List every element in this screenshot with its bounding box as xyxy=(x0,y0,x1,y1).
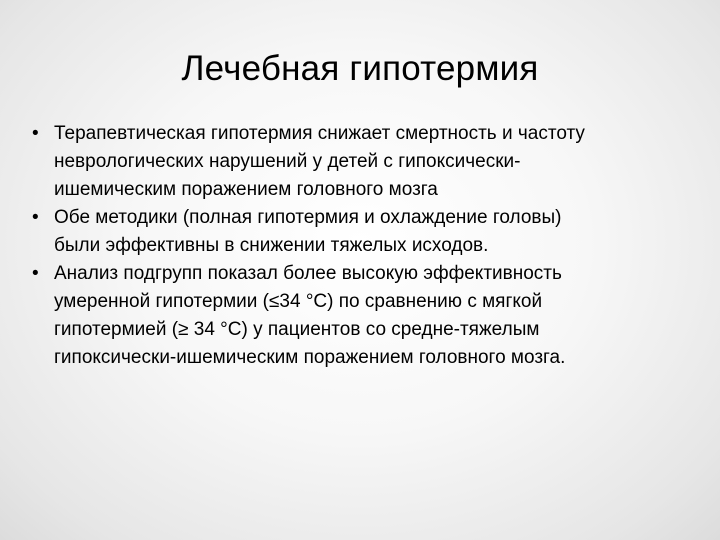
bullet-text xyxy=(54,204,682,260)
bullet-item xyxy=(32,204,682,260)
bullet-icon: • xyxy=(32,123,39,144)
bullet-item xyxy=(32,260,682,372)
bullet-icon: • xyxy=(32,263,39,284)
slide-title: Лечебная гипотермия xyxy=(181,49,539,88)
bullet-text xyxy=(54,120,682,204)
bullet-item xyxy=(32,120,682,204)
bullet-line: неврологических нарушений у детей с гипоксически- xyxy=(54,151,521,172)
bullet-line: гипотермией (≥ 34 °С) у пациентов со средне-тяжелым xyxy=(54,319,540,340)
bullet-line: Обе методики (полная гипотермия и охлаждение головы) xyxy=(54,207,562,228)
bullet-icon: • xyxy=(32,207,39,228)
bullet-line: гипоксически-ишемическим поражением головного мозга. xyxy=(54,347,566,368)
bullet-line: Анализ подгрупп показал более высокую эффективность xyxy=(54,263,562,284)
bullet-line: были эффективны в снижении тяжелых исходов. xyxy=(54,235,489,256)
bullet-line: Терапевтическая гипотермия снижает смертность и частоту xyxy=(54,123,585,144)
bullet-line: ишемическим поражением головного мозга xyxy=(54,179,438,200)
bullet-text xyxy=(54,260,682,372)
bullet-list xyxy=(32,120,682,372)
bullet-line: умеренной гипотермии (≤34 °С) по сравнению с мягкой xyxy=(54,291,543,312)
